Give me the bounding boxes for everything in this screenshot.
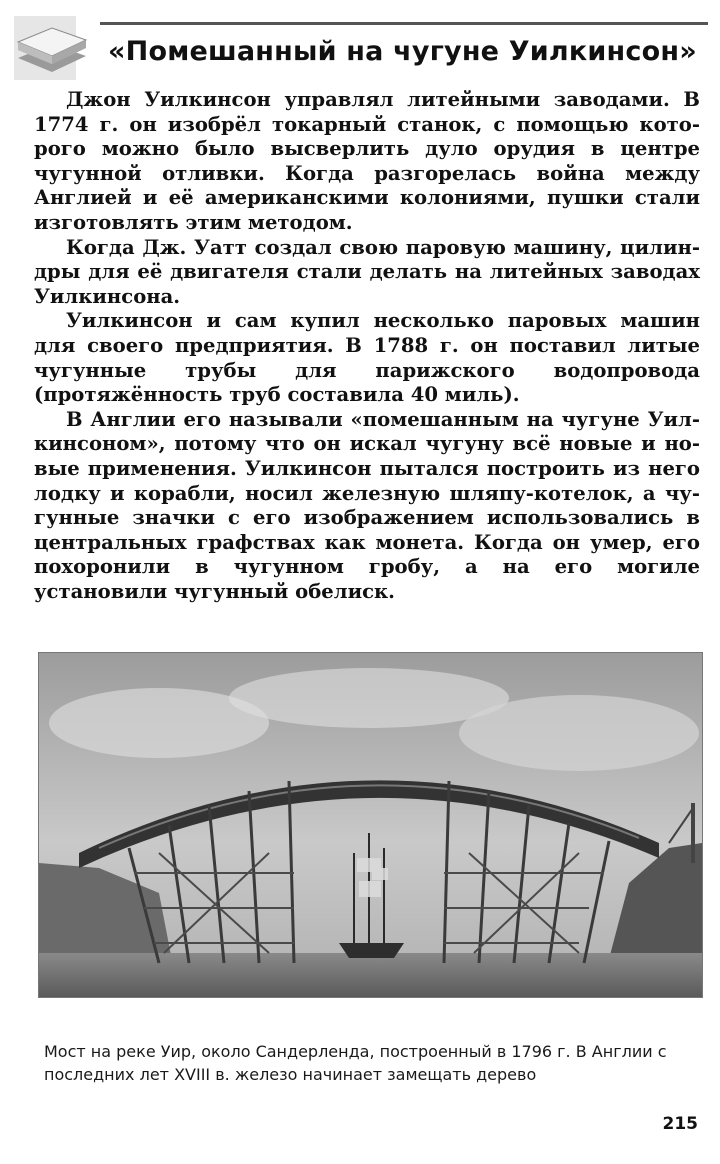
header-rule [100, 22, 708, 25]
paragraph: Уилкинсон и сам купил несколько паровых машин для своего предприятия. В 1788 г. он поставил литые чугунные трубы для парижского водопровода (протяжённость труб составила 40 миль). [34, 309, 700, 407]
figure-caption: Мост на реке Уир, около Сандерленда, построенный в 1796 г. В Англии с последних лет XVIII в. железо начинает замещать дерево [44, 1042, 667, 1084]
article-body [34, 88, 700, 604]
paragraph: Когда Дж. Уатт создал свою паровую машину, цилиндры для её двигателя стали делать на литейных заводах Уилкинсона. [34, 235, 700, 308]
page-number: 215 [662, 1114, 698, 1134]
bridge-illustration [38, 652, 703, 998]
paragraph: В Англии его называли «помешанным на чугуне Уилкинсоном», потому что он искал чугуну всё новые и новые применения. Уилкинсон пытался построить из него лодку и корабли, носил железную шляпу-котелок, а чугунные значки с его изображением использовались в центральных графствах как монета. Когда он умер, его похоронили в чугунном гробу, а на его могиле установили чугунный обелиск. [34, 407, 700, 603]
page-title: «Помешанный на чугуне Уилкинсон» [108, 36, 697, 67]
paragraph: Джон Уилкинсон управлял литейными заводами. В 1774 г. он изобрёл токарный станок, с помощью которого можно было высверлить дуло орудия в центре чугунной отливки. Когда разгорелась война между Англией и её американскими колониями, пушки стали изготовлять этим методом. [34, 88, 700, 234]
stacked-books-icon [12, 14, 92, 84]
section-header [12, 14, 702, 84]
